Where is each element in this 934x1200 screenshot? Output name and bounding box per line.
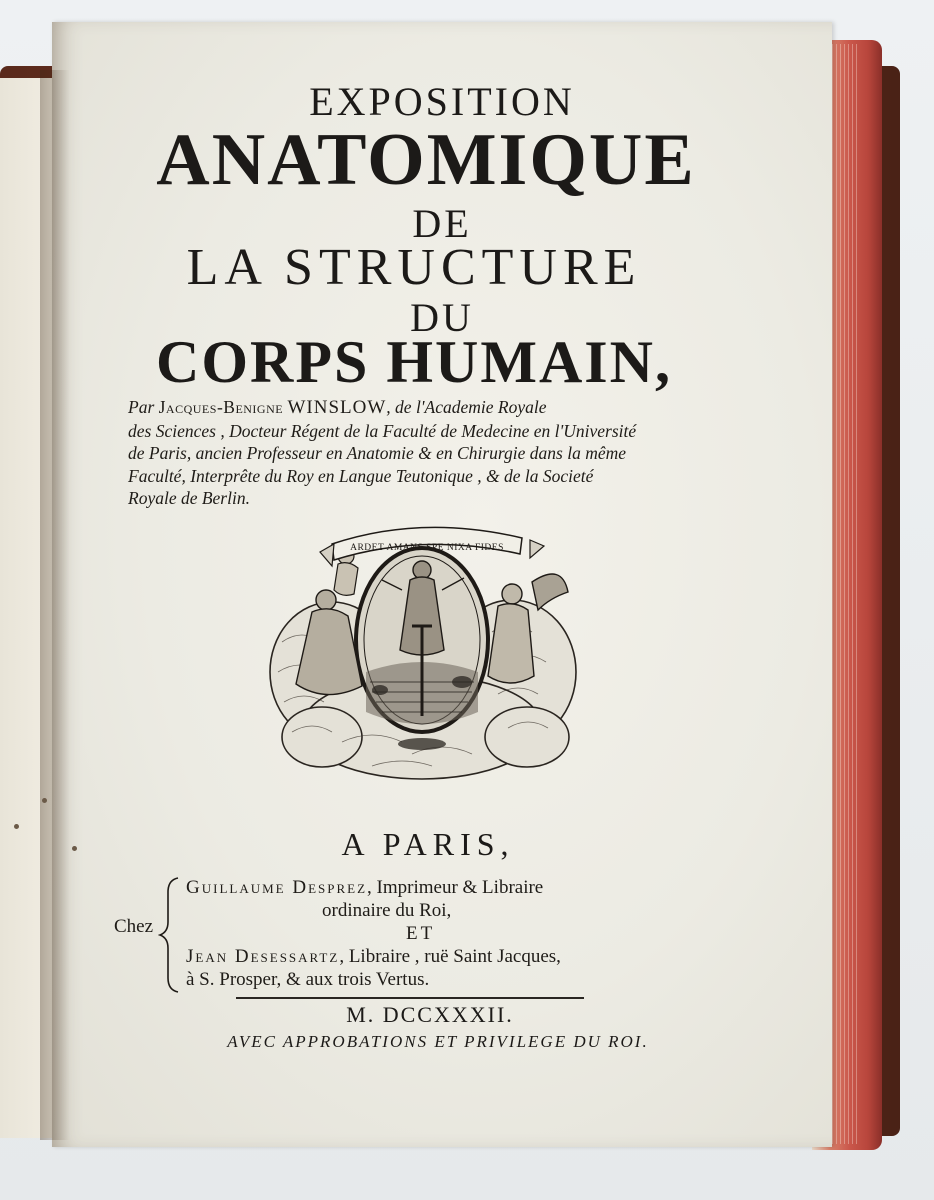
divider-rule xyxy=(236,997,584,999)
printer2-line2: à S. Prosper, & aux trois Vertus. xyxy=(186,969,430,990)
author-line1-rest: , de l'Academie Royale xyxy=(386,397,547,417)
title-line-de: DE xyxy=(412,201,472,246)
engraved-vignette xyxy=(262,522,582,784)
author-by: Par xyxy=(128,397,155,417)
curly-brace-icon xyxy=(158,876,182,994)
author-block xyxy=(128,396,728,510)
title-line-structure: LA STRUCTURE xyxy=(186,239,642,296)
title-line-corps-humain: CORPS HUMAIN, xyxy=(156,329,672,395)
binding-hole xyxy=(14,824,19,829)
title-line-exposition: EXPOSITION xyxy=(309,79,575,124)
author-line-3: de Paris, ancien Professeur en Anatomie & en Chirurgie dans la même xyxy=(128,443,627,463)
title-line-du: DU xyxy=(410,295,474,340)
imprint-chez: Chez xyxy=(114,916,154,937)
author-first-name: Jacques-Benigne xyxy=(158,397,284,417)
privilege-line: AVEC APPROBATIONS ET PRIVILEGE DU ROI. xyxy=(227,1032,649,1051)
printer2-name: Jean Desessartz xyxy=(186,946,340,967)
title-line-anatomique: ANATOMIQUE xyxy=(156,119,696,201)
printers-block xyxy=(186,876,726,991)
imprint-place: A PARIS, xyxy=(341,826,515,862)
author-line-5: Royale de Berlin. xyxy=(128,488,250,508)
printer1-line2: ordinaire du Roi, xyxy=(322,900,452,921)
author-last-name: WINSLOW xyxy=(287,397,387,418)
publication-date: M. DCCXXXII. xyxy=(346,1002,514,1027)
imprint-et: ET xyxy=(406,923,436,944)
author-line-4: Faculté, Interprête du Roy en Langue Teutonique , & de la Societé xyxy=(128,465,594,486)
author-line-2: des Sciences , Docteur Régent de la Faculté de Medecine en l'Université xyxy=(128,420,637,441)
binding-hole xyxy=(42,798,47,803)
printer1-title: , Imprimeur & Libraire xyxy=(367,877,544,898)
printer2-title: , Libraire , ruë Saint Jacques, xyxy=(339,946,561,967)
printer1-name: Guillaume Desprez xyxy=(186,877,368,898)
vignette-motto: ARDET AMANS SPE NIXA FIDES xyxy=(350,543,504,553)
